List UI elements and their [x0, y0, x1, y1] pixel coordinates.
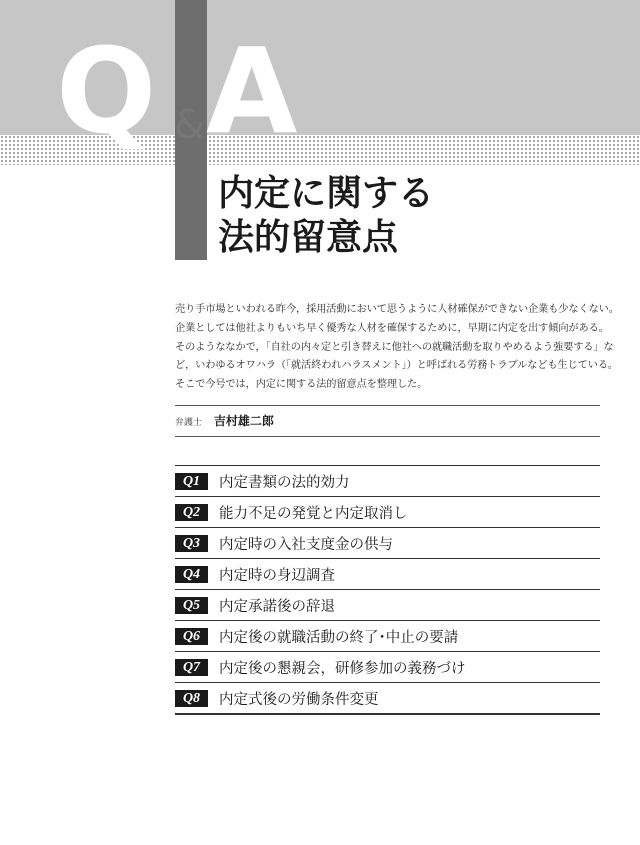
qa-item-q1	[175, 465, 600, 497]
intro-line: ど，いわゆるオワハラ（「就活終われハラスメント」）と呼ばれる労務トラブルなども生じている。	[175, 360, 619, 372]
intro-line: そのようななかで，「自社の内々定と引き替えに他社への就職活動を取りやめるよう強要する」な	[175, 341, 614, 353]
logo-q: Q	[56, 28, 157, 160]
intro-paragraph	[175, 301, 619, 395]
q2-label: 能力不足の発覚と内定取消し	[219, 505, 408, 522]
author-bottom-rule	[175, 436, 600, 437]
qa-item-q7	[175, 652, 600, 683]
author-top-rule	[175, 405, 600, 406]
q3-label: 内定時の入社支度金の供与	[219, 536, 393, 553]
qa-item-q5	[175, 590, 600, 621]
q5-label: 内定承諾後の辞退	[219, 598, 335, 615]
q5-badge: Q5	[175, 597, 208, 614]
page-title	[218, 172, 434, 260]
q8-label: 内定式後の労働条件変更	[219, 691, 379, 708]
q7-badge: Q7	[175, 659, 208, 676]
title-line-1: 内定に関する	[218, 173, 435, 214]
intro-line: そこで今号では，内定に関する法的留意点を整理した。	[175, 379, 428, 391]
q1-badge: Q1	[175, 473, 208, 490]
author-name: 吉村雄二郎	[213, 414, 274, 428]
qa-item-q4	[175, 559, 600, 590]
qa-logo	[56, 28, 326, 168]
qa-item-q8	[175, 683, 600, 715]
title-line-2: 法的留意点	[218, 217, 399, 258]
q7-label: 内定後の懇親会，研修参加の義務づけ	[219, 660, 466, 677]
q2-badge: Q2	[175, 504, 208, 521]
q6-label: 内定後の就職活動の終了･中止の要請	[219, 629, 459, 646]
q4-badge: Q4	[175, 566, 208, 583]
qa-index-list	[175, 465, 600, 715]
q6-badge: Q6	[175, 628, 208, 645]
author-byline	[175, 412, 274, 429]
qa-item-q6	[175, 621, 600, 652]
logo-ampersand: &	[174, 102, 206, 148]
intro-line: 企業としては他社よりもいち早く優秀な人材を確保するために，早期に内定を出す傾向がある。	[175, 322, 609, 334]
q8-badge: Q8	[175, 690, 208, 707]
intro-line: 売り手市場といわれる昨今，採用活動において思うように人材確保ができない企業も少なくない。	[175, 304, 619, 315]
q1-label: 内定書類の法的効力	[219, 474, 350, 491]
q3-badge: Q3	[175, 535, 208, 552]
author-role: 弁護士	[175, 418, 203, 428]
logo-a: A	[206, 28, 298, 160]
q4-label: 内定時の身辺調査	[219, 567, 335, 584]
qa-item-q3	[175, 528, 600, 559]
qa-item-q2	[175, 497, 600, 528]
